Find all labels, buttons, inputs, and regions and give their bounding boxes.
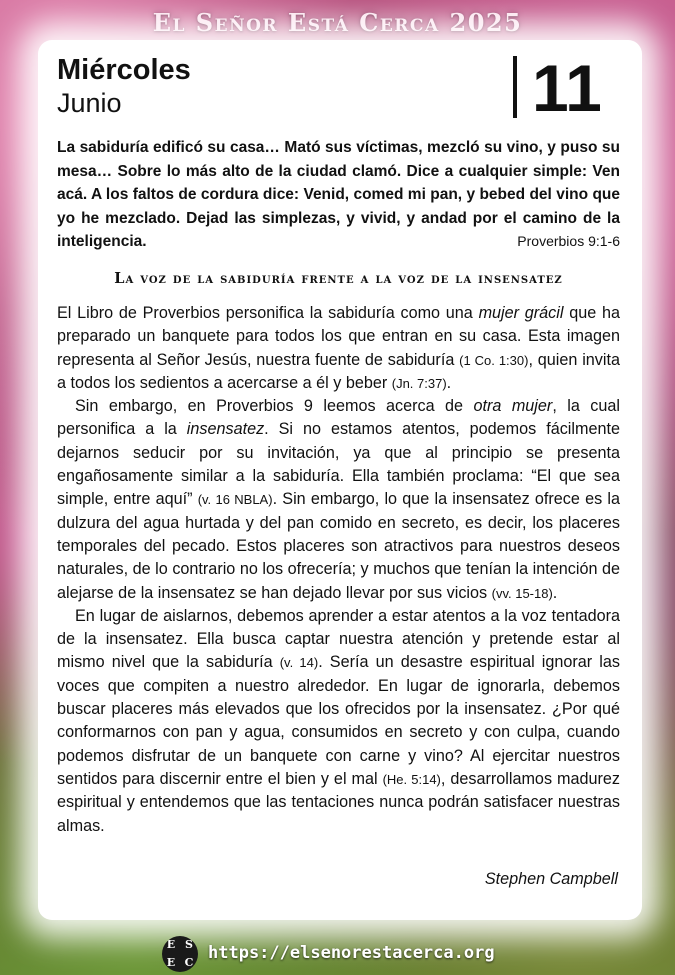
logo-letter: C	[184, 956, 194, 969]
day-number: 11	[532, 51, 602, 125]
logo-letter: S	[185, 938, 193, 951]
verse-reference: Proverbios 9:1-6	[517, 233, 620, 249]
article-body	[57, 302, 620, 838]
author-name: Stephen Campbell	[484, 870, 618, 888]
day-name: Miércoles	[57, 54, 191, 86]
text: El Libro de Proverbios personifica la sabiduría como una	[57, 304, 479, 322]
scripture-verse	[57, 136, 620, 254]
citation: (Jn. 7:37)	[391, 375, 447, 391]
citation: (1 Co. 1:30)	[459, 352, 529, 368]
text: . Sin embargo, lo que la insensatez ofrece es la dulzura del agua hurtada y del pan comido en secreto, es decir, los placeres temporales del pecado. Estos placeres son atractivos para nuestros deseos naturales, de lo contrario no los ofrecería; y muchos que tenían la intención de alejarse de la insensatez se han dejado llevar por sus vicios	[57, 490, 620, 602]
text: .	[446, 373, 452, 392]
emphasis: otra mujer	[473, 397, 553, 416]
text: .	[552, 583, 558, 602]
text: , la cual personifica a la	[57, 397, 620, 439]
logo-letter: E	[166, 956, 176, 969]
text: . Sería un desastre espiritual ignorar las voces que compiten a nuestro alrededor. En lugar de ignorarla, debemos buscar placeres más elevados que los ofrecidos por la insensatez. ¿Por qué conformarnos con pan y agua, consumidos en secreto y con culpa, cuando podemos disfrutar de un banquete con carne y vino? Al ejercitar nuestros sentidos para discernir entre el bien y el mal	[57, 653, 620, 788]
site-title: El Señor Está Cerca 2025	[152, 8, 523, 37]
text: Sin embargo, en Proverbios 9 leemos acerca de	[75, 397, 474, 416]
text: , desarrollamos madurez espiritual y entendemos que las tentaciones nunca podrán satisfacer nuestras almas.	[57, 769, 620, 835]
citation: (vv. 15-18)	[491, 585, 553, 601]
text: . Si no estamos atentos, podemos fácilmente dejarnos seducir por su invitación, ya que al principio se presenta engañosamente similar a la sabiduría. Ella también proclama: “El que sea simple, entre aquí”	[57, 420, 620, 509]
citation: (He. 5:14)	[382, 771, 441, 787]
emphasis: insensatez	[186, 420, 265, 439]
text: En lugar de aislarnos, debemos aprender a estar atentos a la voz tentadora de la insensatez. Ella busca captar nuestra atención y pretende estar al mismo nivel que la sabiduría	[57, 606, 620, 672]
website-link[interactable]: https://elsenorestacerca.org	[208, 943, 495, 963]
month-name: Junio	[57, 88, 122, 118]
logo-letter: E	[166, 938, 176, 951]
citation: (v. 16 NBLA)	[197, 492, 273, 508]
esec-logo-icon	[162, 936, 198, 972]
paragraph	[57, 395, 620, 605]
text: que ha preparado un banquete para todos los que entran en su casa. Esta imagen representa al Señor Jesús, nuestra fuente de sabiduría	[57, 304, 620, 369]
paragraph	[57, 605, 620, 838]
article-heading: La voz de la sabiduría frente a la voz de la insensatez	[114, 270, 563, 287]
text: , quien invita a todos los sedientos a acercarse a él y beber	[57, 350, 620, 392]
date-divider	[513, 56, 517, 118]
citation: (v. 14)	[279, 655, 319, 671]
paragraph	[57, 302, 620, 395]
verse-text: La sabiduría edificó su casa… Mató sus víctimas, mezcló su vino, y puso su mesa… Sobre lo más alto de la ciudad clamó. Dice a cualquier simple: Ven acá. A los faltos de cordura dice: Venid, comed mi pan, y bebed del vino que yo he mezclado. Dejad las simplezas, y vivid, y andad por el camino de la inteligencia.	[57, 139, 620, 250]
emphasis: mujer grácil	[478, 304, 564, 322]
